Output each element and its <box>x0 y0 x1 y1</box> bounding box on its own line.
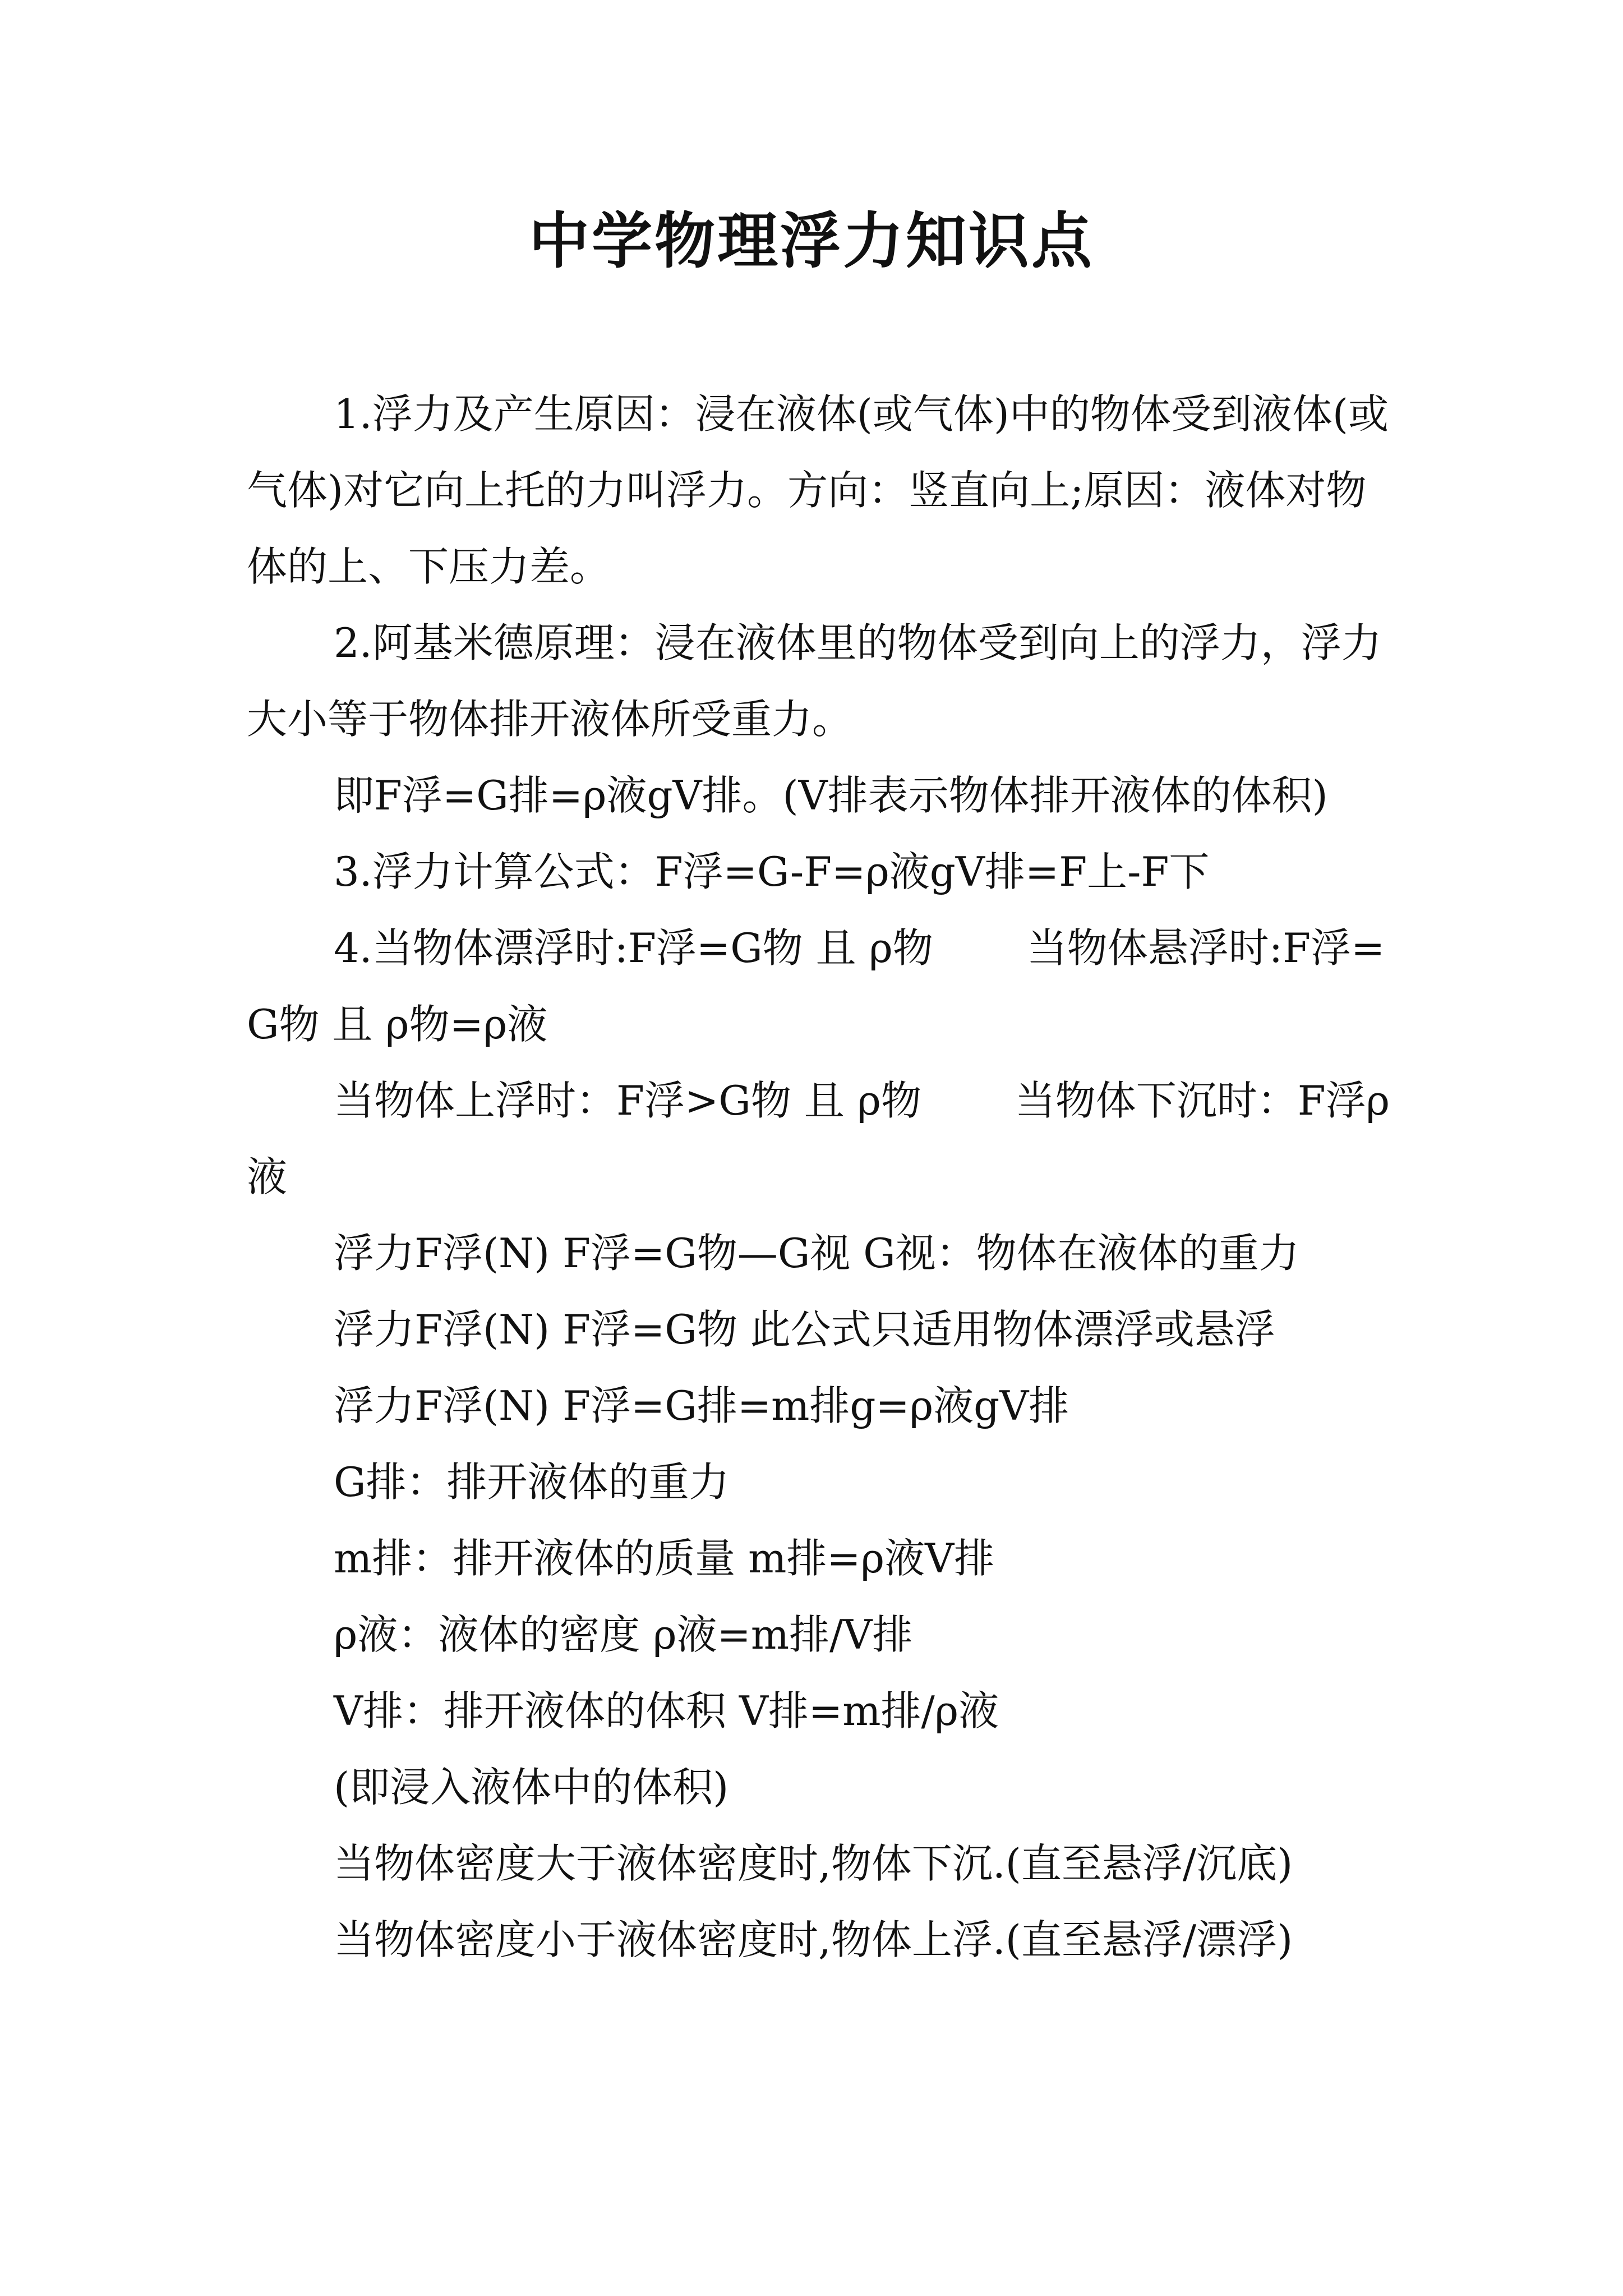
definition-line-2: m排：排开液体的质量 m排=ρ液V排 <box>334 1535 995 1582</box>
paragraph-2: 2.阿基米德原理：浸在液体里的物体受到向上的浮力，浮力大小等于物体排开液体所受重力。 <box>247 619 1382 743</box>
paragraph-5: 4.当物体漂浮时:F浮=G物 且 ρ物 当物体悬浮时:F浮=G物 且 ρ物=ρ液 <box>247 924 1385 1048</box>
rule-line-1: 当物体密度大于液体密度时,物体下沉.(直至悬浮/沉底) <box>334 1840 1293 1887</box>
formula-line-2: 浮力F浮(N) F浮=G物 此公式只适用物体漂浮或悬浮 <box>334 1306 1275 1353</box>
definition-line-1: G排：排开液体的重力 <box>334 1458 730 1506</box>
formula-line-3: 浮力F浮(N) F浮=G排=m排g=ρ液gV排 <box>334 1382 1069 1429</box>
rule-line-2: 当物体密度小于液体密度时,物体上浮.(直至悬浮/漂浮) <box>334 1916 1293 1963</box>
paragraph-3: 即F浮=G排=ρ液gV排。(V排表示物体排开液体的体积) <box>334 772 1328 819</box>
paragraph-6: 当物体上浮时：F浮>G物 且 ρ物 当物体下沉时：F浮ρ液 <box>247 1077 1390 1200</box>
note-line: (即浸入液体中的体积) <box>334 1764 729 1811</box>
paragraph-4: 3.浮力计算公式：F浮=G-F=ρ液gV排=F上-F下 <box>334 848 1210 895</box>
definition-line-4: V排：排开液体的体积 V排=m排/ρ液 <box>334 1687 999 1734</box>
document-title: 中学物理浮力知识点 <box>528 206 1094 277</box>
definition-line-3: ρ液：液体的密度 ρ液=m排/V排 <box>334 1611 913 1658</box>
paragraph-1: 1.浮力及产生原因：浸在液体(或气体)中的物体受到液体(或气体)对它向上托的力叫浮力。方向：竖直向上;原因：液体对物体的上、下压力差。 <box>247 390 1389 590</box>
document-body <box>247 376 1402 1978</box>
formula-line-1: 浮力F浮(N) F浮=G物—G视 G视：物体在液体的重力 <box>334 1230 1299 1277</box>
